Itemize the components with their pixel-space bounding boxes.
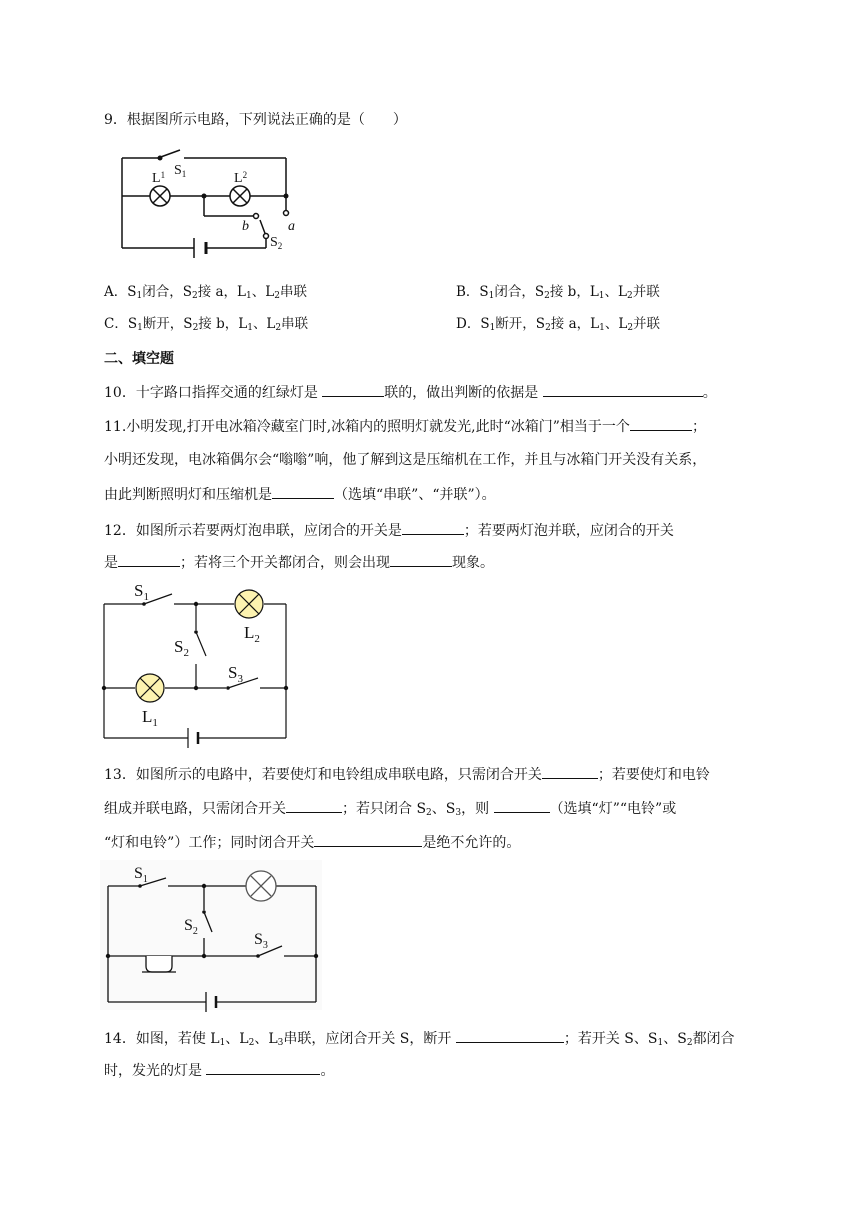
q14-line-2: 时，发光的灯是 。 bbox=[104, 1060, 334, 1081]
q11-blank-1[interactable] bbox=[630, 416, 692, 431]
q12-label-l2: $L_2$ bbox=[244, 623, 260, 645]
q13-label-s2: $S_2$ bbox=[184, 917, 198, 937]
q13-line-1: 13．如图所示的电路中，若要使灯和电铃组成串联电路，只需闭合开关 ；若要使灯和电铃 bbox=[104, 764, 710, 785]
lamp-l1-icon bbox=[136, 674, 164, 702]
q12-label-l1: $L_1$ bbox=[142, 707, 158, 729]
q10-blank-2[interactable] bbox=[543, 382, 703, 397]
q12-blank-2[interactable] bbox=[118, 552, 180, 567]
q13-circuit-diagram bbox=[100, 860, 322, 1010]
q9-label-l2: $L^2$ bbox=[234, 170, 248, 186]
q9-stem: 9．根据图所示电路，下列说法正确的是（ ） bbox=[104, 112, 407, 128]
q10-line: 10．十字路口指挥交通的红绿灯是 联的，做出判断的依据是 。 bbox=[104, 382, 717, 403]
q13-line-3: “灯和电铃”）工作；同时闭合开关 是绝不允许的。 bbox=[104, 832, 520, 853]
q9-label-b: b bbox=[242, 219, 249, 234]
q14-line-1: 14．如图，若使 $L_1$、$L_2$、$L_3$串联，应闭合开关 S，断开 ；若开关 S、$S_1$、$S_2$都闭合 bbox=[104, 1028, 735, 1053]
q10-blank-1[interactable] bbox=[322, 382, 384, 397]
q12-line-1: 12．如图所示若要两灯泡串联，应闭合的开关是 ；若要两灯泡并联，应闭合的开关 bbox=[104, 520, 674, 541]
q12-blank-3[interactable] bbox=[390, 552, 452, 567]
q9-option-d[interactable]: D．$S_1$断开，$S_2$接 a，$L_1$、$L_2$并联 bbox=[456, 316, 661, 333]
q13-label-s3: $S_3$ bbox=[254, 931, 268, 951]
lamp-l2-icon bbox=[235, 590, 263, 618]
q12-blank-1[interactable] bbox=[402, 520, 464, 535]
q14-blank-1[interactable] bbox=[456, 1028, 564, 1043]
q13-blank-1[interactable] bbox=[542, 764, 598, 779]
q11-line-2: 小明还发现，电冰箱偶尔会“嗡嗡”响，他了解到这是压缩机在工作，并且与冰箱门开关没有关系， bbox=[104, 452, 707, 468]
q9-option-a[interactable]: A．$S_1$闭合，$S_2$接 a，$L_1$、$L_2$串联 bbox=[104, 284, 307, 301]
q13-blank-3[interactable] bbox=[494, 798, 550, 813]
q9-label-s1: $S_1$ bbox=[174, 163, 187, 179]
q11-blank-2[interactable] bbox=[272, 484, 334, 499]
q12-circuit-diagram bbox=[100, 580, 300, 750]
q12-label-s3: $S_3$ bbox=[228, 663, 243, 685]
q13-blank-2[interactable] bbox=[286, 798, 342, 813]
q13-label-s1: $S_1$ bbox=[134, 865, 148, 885]
lamp-l2-icon bbox=[230, 186, 250, 206]
q13-blank-4[interactable] bbox=[314, 832, 422, 847]
q14-blank-2[interactable] bbox=[206, 1060, 320, 1075]
section-title: 二、填空题 bbox=[104, 351, 174, 367]
q9-circuit-diagram bbox=[104, 148, 304, 273]
bell-icon bbox=[142, 956, 176, 972]
q9-label-l1: $L^1$ bbox=[152, 170, 166, 186]
q9-label-a: a bbox=[288, 219, 295, 234]
q9-label-s2: $S_2$ bbox=[270, 235, 283, 251]
q12-label-s2: $S_2$ bbox=[174, 637, 189, 659]
q11-line-3: 由此判断照明灯和压缩机是 （选填“串联”、“并联”）。 bbox=[104, 484, 496, 505]
q9-option-c[interactable]: C．$S_1$断开，$S_2$接 b，$L_1$、$L_2$串联 bbox=[104, 316, 309, 333]
q12-label-s1: $S_1$ bbox=[134, 581, 149, 603]
q11-line-1: 11.小明发现,打开电冰箱冷藏室门时,冰箱内的照明灯就发光,此时“冰箱门”相当于一个 ； bbox=[104, 416, 706, 437]
q9-option-b[interactable]: B．$S_1$闭合，$S_2$接 b，$L_1$、$L_2$并联 bbox=[456, 284, 660, 301]
q13-line-2: 组成并联电路，只需闭合开关 ；若只闭合 $S_2$、$S_3$，则 （选填“灯”“电铃”或 bbox=[104, 798, 676, 823]
lamp-l1-icon bbox=[150, 186, 170, 206]
lamp-icon bbox=[246, 871, 276, 901]
q12-line-2: 是 ；若将三个开关都闭合，则会出现 现象。 bbox=[104, 552, 494, 573]
